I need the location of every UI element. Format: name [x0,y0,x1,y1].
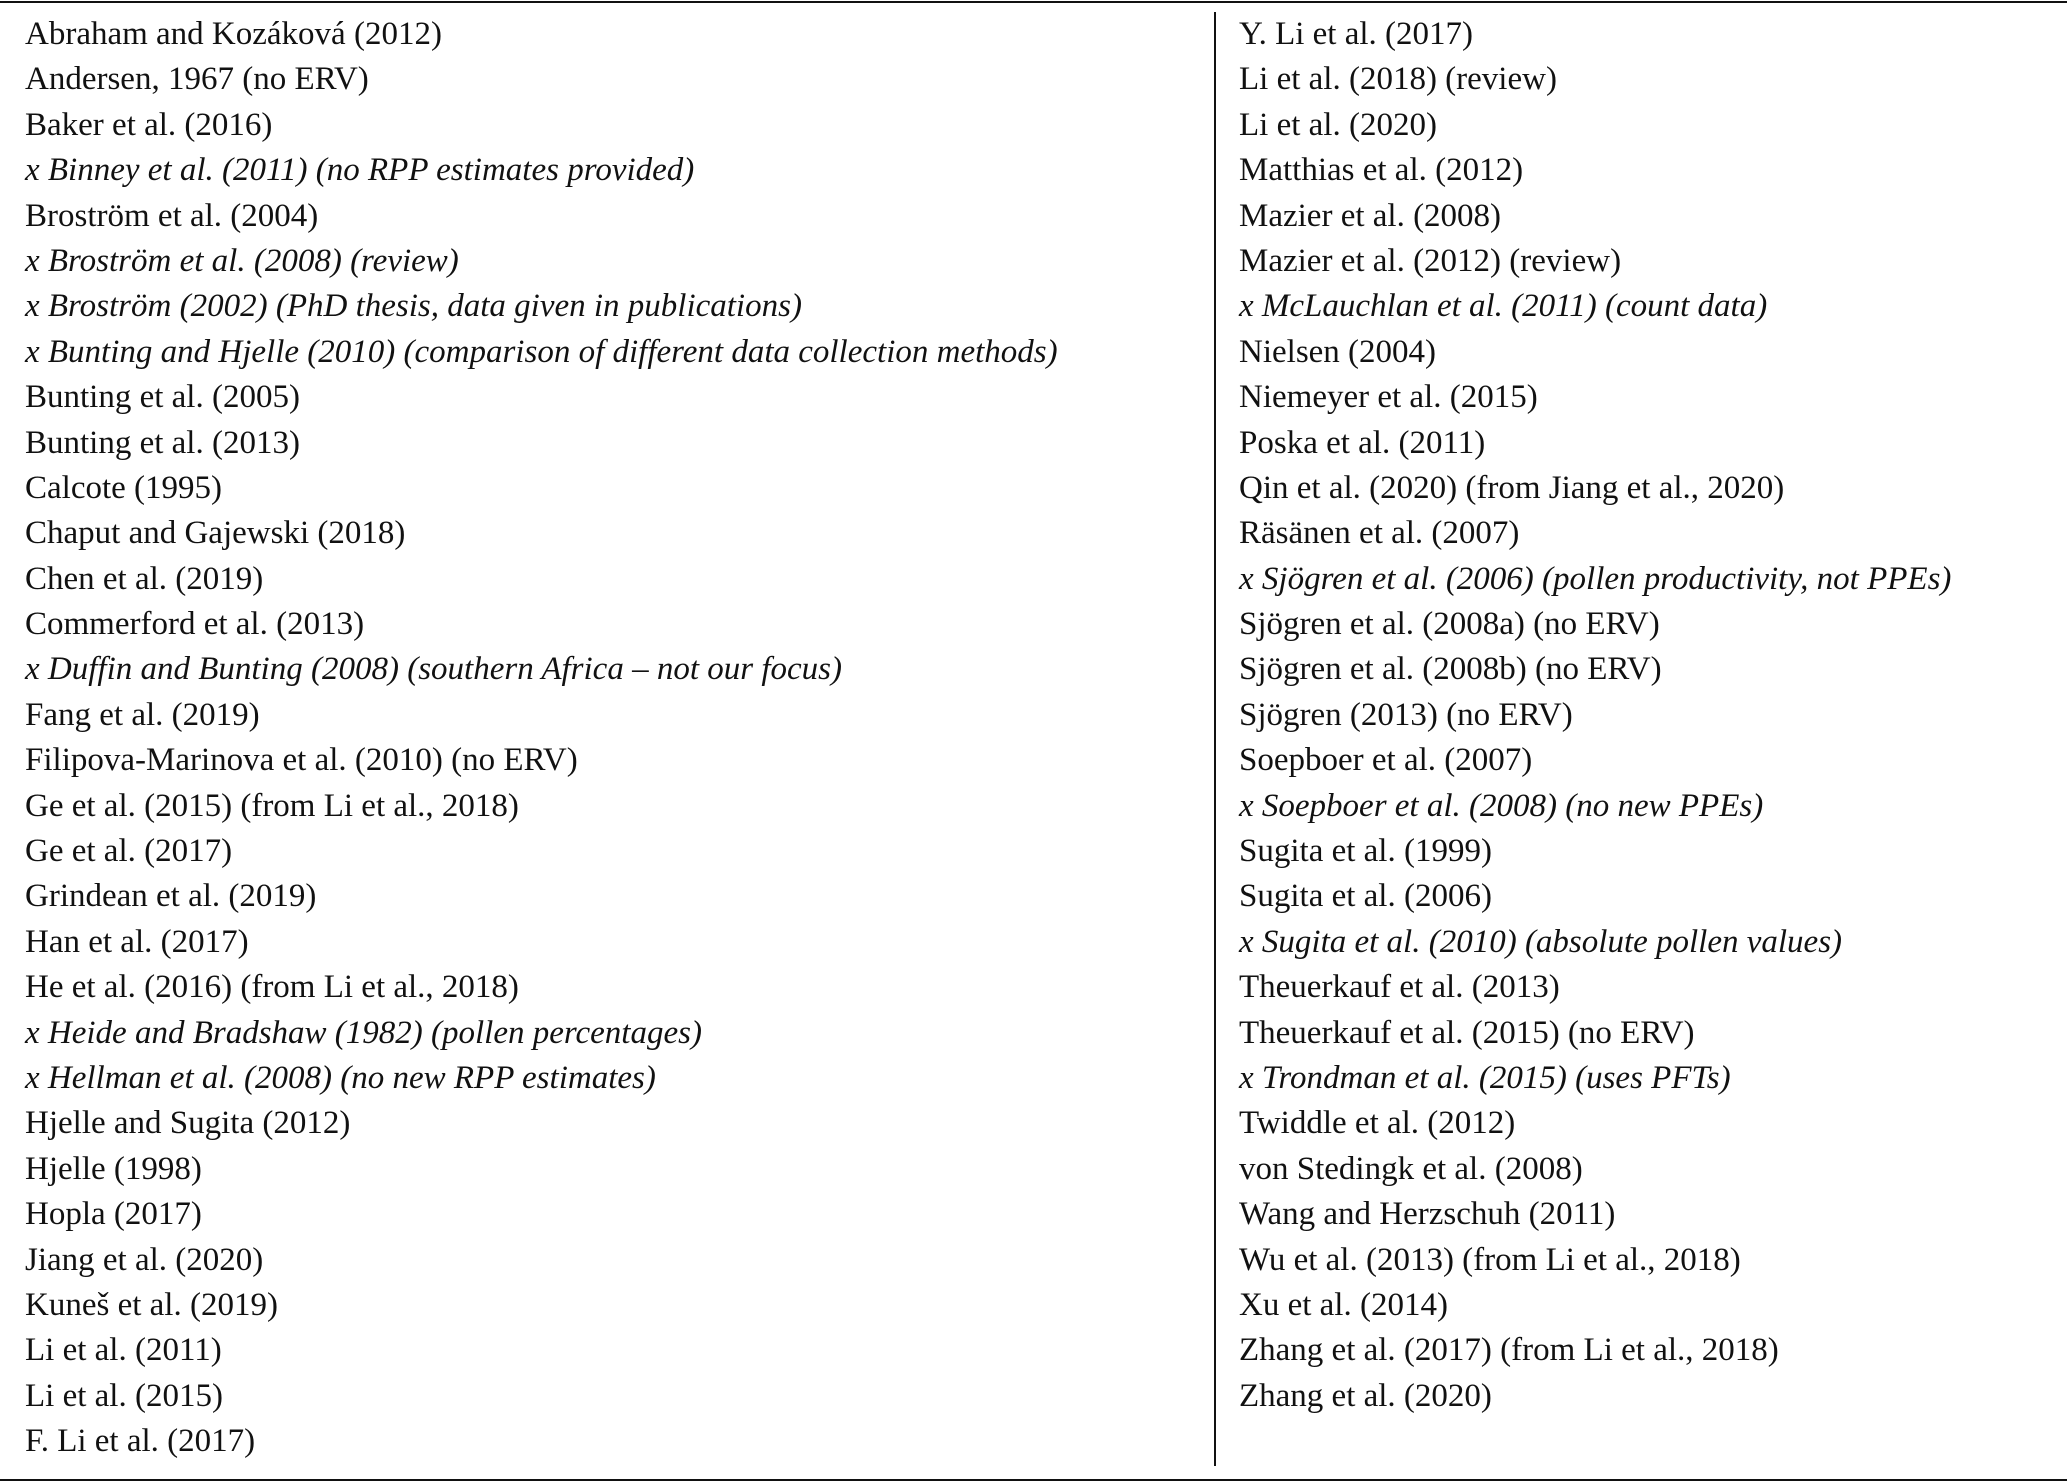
column-divider [1214,12,1216,1466]
reference-entry: Zhang et al. (2017) (from Li et al., 2018) [1239,1332,1779,1369]
reference-entry: Li et al. (2020) [1239,106,1437,143]
reference-entry: Nielsen (2004) [1239,333,1437,370]
reference-entry: Sjögren (2013) (no ERV) [1239,696,1573,733]
reference-list-right [1239,12,2059,1419]
reference-entry: Chaput and Gajewski (2018) [25,515,406,552]
reference-entry: Grindean et al. (2019) [25,878,317,915]
reference-entry: Wu et al. (2013) (from Li et al., 2018) [1239,1241,1741,1278]
excluded-reference-entry: x Sugita et al. (2010) (absolute pollen values) [1239,923,1843,960]
reference-entry: Soepboer et al. (2007) [1239,742,1533,779]
reference-entry: Theuerkauf et al. (2015) (no ERV) [1239,1014,1695,1051]
reference-entry: Xu et al. (2014) [1239,1286,1448,1323]
reference-entry: Matthias et al. (2012) [1239,152,1524,189]
reference-entry: Sugita et al. (2006) [1239,878,1492,915]
reference-entry: Commerford et al. (2013) [25,606,365,643]
reference-entry: Niemeyer et al. (2015) [1239,379,1538,416]
excluded-reference-entry: x Sjögren et al. (2006) (pollen productivity, not PPEs) [1239,560,1952,597]
reference-entry: He et al. (2016) (from Li et al., 2018) [25,969,519,1006]
reference-entry: Chen et al. (2019) [25,560,264,597]
reference-entry: Qin et al. (2020) (from Jiang et al., 2020) [1239,469,1785,506]
reference-entry: Li et al. (2015) [25,1377,223,1414]
reference-entry: Sjögren et al. (2008b) (no ERV) [1239,651,1662,688]
reference-entry: Sugita et al. (1999) [1239,833,1492,870]
reference-entry: Poska et al. (2011) [1239,424,1486,461]
excluded-reference-entry: x Duffin and Bunting (2008) (southern Africa – not our focus) [25,651,842,688]
reference-entry: Abraham and Kozáková (2012) [25,16,442,52]
reference-entry: Andersen, 1967 (no ERV) [25,61,369,98]
reference-entry: Sjögren et al. (2008a) (no ERV) [1239,606,1660,643]
reference-entry: Hjelle (1998) [25,1150,202,1187]
reference-entry: Filipova-Marinova et al. (2010) (no ERV) [25,742,578,779]
excluded-reference-entry: x Broström (2002) (PhD thesis, data given in publications) [25,288,802,325]
reference-entry: Mazier et al. (2012) (review) [1239,242,1622,279]
reference-entry: von Stedingk et al. (2008) [1239,1150,1583,1187]
reference-entry: Fang et al. (2019) [25,696,260,733]
reference-entry: Y. Li et al. (2017) [1239,16,1474,52]
reference-entry: Räsänen et al. (2007) [1239,515,1520,552]
excluded-reference-entry: x Binney et al. (2011) (no RPP estimates provided) [25,152,695,189]
reference-entry: F. Li et al. (2017) [25,1423,256,1460]
reference-entry: Theuerkauf et al. (2013) [1239,969,1560,1006]
reference-entry: Ge et al. (2017) [25,833,233,870]
reference-entry: Hjelle and Sugita (2012) [25,1105,351,1142]
excluded-reference-entry: x Trondman et al. (2015) (uses PFTs) [1239,1059,1731,1096]
reference-entry: Li et al. (2018) (review) [1239,61,1557,98]
reference-entry: Wang and Herzschuh (2011) [1239,1196,1616,1233]
excluded-reference-entry: x Hellman et al. (2008) (no new RPP estimates) [25,1059,656,1096]
reference-entry: Twiddle et al. (2012) [1239,1105,1516,1142]
excluded-reference-entry: x Broström et al. (2008) (review) [25,242,459,279]
reference-entry: Zhang et al. (2020) [1239,1377,1492,1414]
reference-entry: Han et al. (2017) [25,923,249,960]
reference-entry: Bunting et al. (2005) [25,379,300,416]
reference-entry: Baker et al. (2016) [25,106,273,143]
table-top-rule [0,1,2067,3]
reference-entry: Bunting et al. (2013) [25,424,300,461]
reference-entry: Kuneš et al. (2019) [25,1286,278,1323]
reference-list-left [25,12,1205,1465]
reference-entry: Li et al. (2011) [25,1332,222,1369]
reference-entry: Calcote (1995) [25,469,223,506]
reference-entry: Mazier et al. (2008) [1239,197,1502,234]
excluded-reference-entry: x Bunting and Hjelle (2010) (comparison of different data collection methods) [25,333,1058,370]
reference-entry: Hopla (2017) [25,1196,202,1233]
reference-entry: Broström et al. (2004) [25,197,319,234]
excluded-reference-entry: x Heide and Bradshaw (1982) (pollen percentages) [25,1014,702,1051]
reference-entry: Ge et al. (2015) (from Li et al., 2018) [25,787,519,824]
table-bottom-rule [0,1479,2067,1481]
reference-entry: Jiang et al. (2020) [25,1241,264,1278]
excluded-reference-entry: x Soepboer et al. (2008) (no new PPEs) [1239,787,1764,824]
excluded-reference-entry: x McLauchlan et al. (2011) (count data) [1239,288,1768,325]
